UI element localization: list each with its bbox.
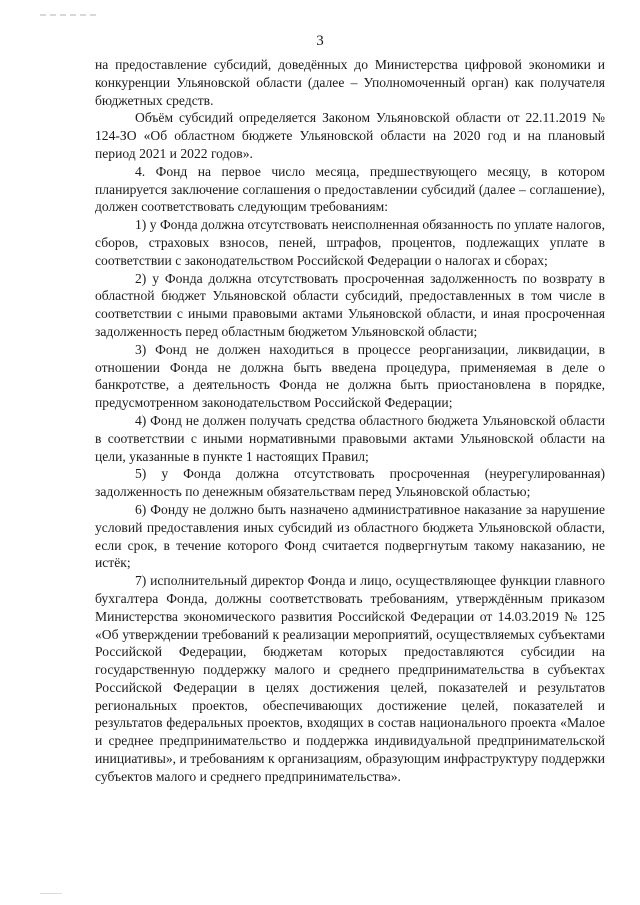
paragraph-item-4: 4. Фонд на первое число месяца, предшествующего месяцу, в котором планируется заключение соглашения о предоставлении субсидий (далее – соглашение), должен соответствовать следующим требованиям: — [95, 163, 605, 215]
document-body — [95, 56, 605, 786]
paragraph-subsidy-volume: Объём субсидий определяется Законом Ульяновской области от 22.11.2019 № 124-ЗО «Об областном бюджете Ульяновской области на 2020 год и на плановый период 2021 и 2022 годов». — [95, 110, 605, 161]
requirement-1: 1) у Фонда должна отсутствовать неисполненная обязанность по уплате налогов, сборов, страховых взносов, пеней, штрафов, процентов, подлежащих уплате в соответствии с законодательством Российской Федерации о налогах и сборах; — [95, 217, 605, 268]
paragraph-continuation: на предоставление субсидий, доведённых до Министерства цифровой экономики и конкуренции Ульяновской области (далее – Уполномоченный орган) как получателя бюджетных средств. — [95, 57, 605, 108]
scan-artifact-bottom — [40, 893, 62, 894]
scan-artifact — [40, 14, 100, 16]
requirement-2: 2) у Фонда должна отсутствовать просроченная задолженность по возврату в областной бюджет Ульяновской области субсидий, предоставленных в том числе в соответствии с иными правовыми актами Ульяновской области, и иная просроченная задолженность перед областным бюджетом Ульяновской области; — [95, 270, 605, 339]
requirement-6: 6) Фонду не должно быть назначено административное наказание за нарушение условий предоставления иных субсидий из областного бюджета Ульяновской области, если срок, в течение которого Фонд считается подвергнутым такому наказанию, не истёк; — [95, 501, 605, 571]
requirement-7: 7) исполнительный директор Фонда и лицо, осуществляющее функции главного бухгалтера Фонда, должны соответствовать требованиям, утверждённым приказом Министерства экономического развития Российской Федерации от 14.03.2019 № 125 «Об утверждении требований к реализации мероприятий, осуществляемых субъектами Российской Федерации, бюджетам которых предоставляются субсидии на государственную поддержку малого и среднего предпринимательства в субъектах Российской Федерации в целях достижения целей, показателей и результатов региональных проектов, обеспечивающих достижение целей, показателей и результатов федеральных проектов, входящих в состав национального проекта «Малое и среднее предпринимательство и поддержка индивидуальной предпринимательской инициативы», и требованиям к организациям, образующим инфраструктуру поддержки субъектов малого и среднего предпринимательства». — [95, 573, 605, 784]
requirement-4: 4) Фонд не должен получать средства областного бюджета Ульяновской области в соответствии с иными нормативными правовыми актами Ульяновской области на цели, указанные в пункте 1 настоящих Правил; — [95, 412, 605, 464]
requirement-5: 5) у Фонда должна отсутствовать просроченная (неурегулированная) задолженность по денежным обязательствам перед Ульяновской областью; — [95, 466, 605, 500]
page-number: 3 — [316, 33, 324, 49]
requirement-3: 3) Фонд не должен находиться в процессе реорганизации, ликвидации, в отношении Фонда не должна быть введена процедура, применяемая в деле о банкротстве, а деятельность Фонда не должна быть приостановлена в порядке, предусмотренном законодательством Российской Федерации; — [95, 341, 605, 411]
